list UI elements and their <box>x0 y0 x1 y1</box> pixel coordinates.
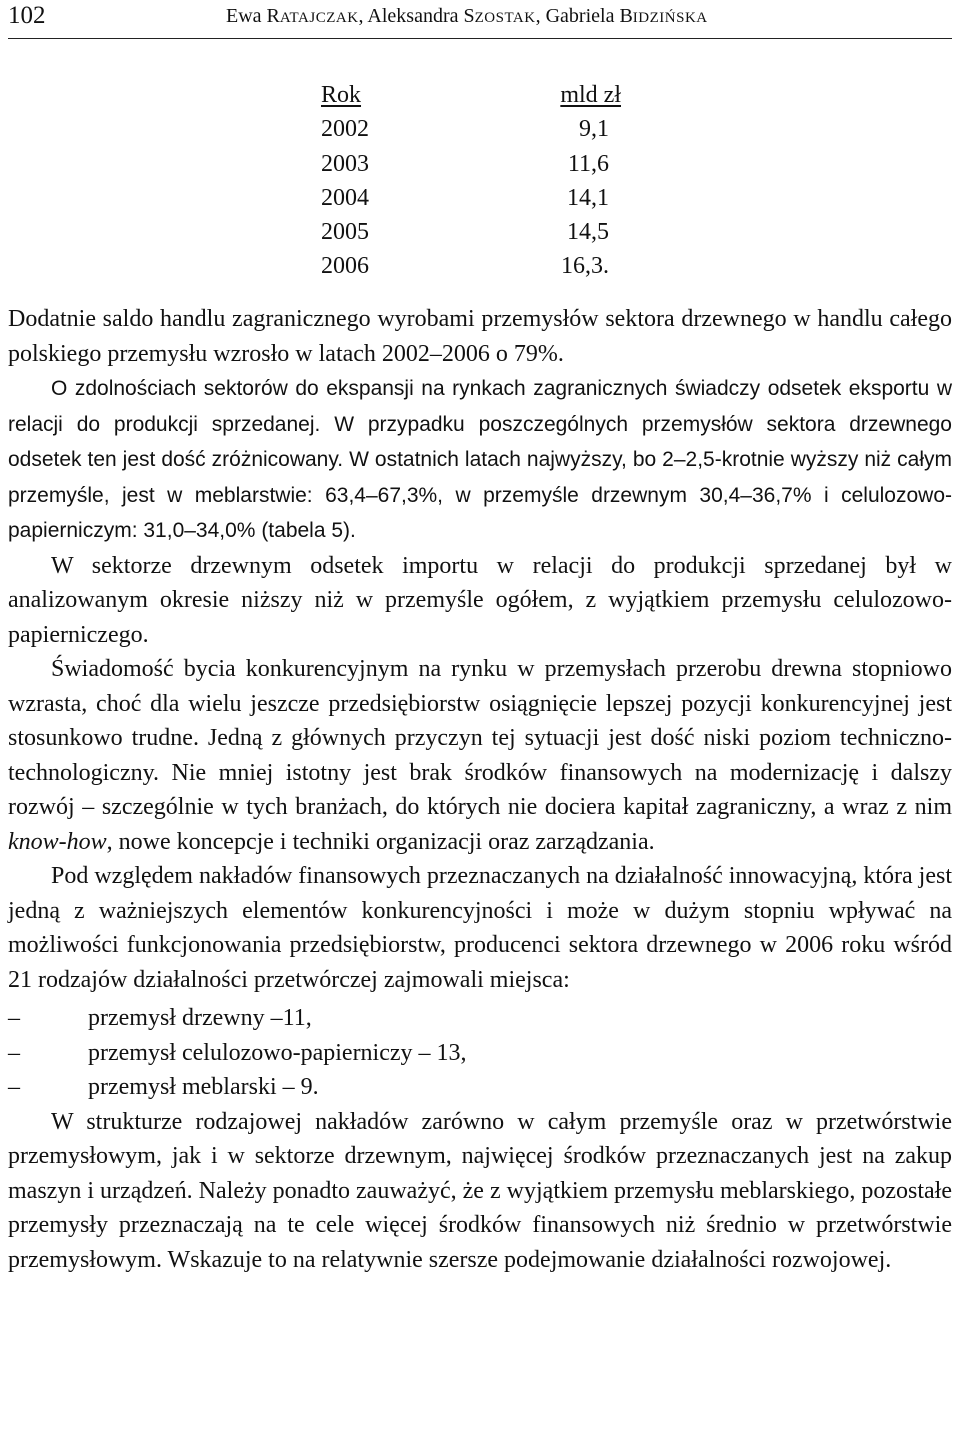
table-header-year: Rok <box>321 82 362 108</box>
table-cell-value: 9,1 <box>579 116 609 143</box>
table-row <box>321 217 631 251</box>
data-table <box>321 80 631 286</box>
author-text-part: ZOSTAK <box>474 10 536 26</box>
body-text <box>8 302 952 1277</box>
dash-bullet: – <box>8 1074 20 1100</box>
ranking-list <box>8 1001 952 1105</box>
table-cell-year: 2003 <box>321 150 369 177</box>
paragraph <box>8 302 952 371</box>
text-run: W sektorze drzewnym odsetek importu w relacji do produkcji sprzedanej był w analizowanym okresie niższy niż w przemyśle ogółem, z wyjątkiem przemysłu celulozowo-papierniczego. <box>8 552 952 648</box>
paragraph <box>8 371 952 549</box>
table-header-value: mld zł <box>560 82 621 108</box>
list-item <box>8 1070 952 1105</box>
list-item-text: przemysł drzewny –11, <box>88 1005 312 1031</box>
list-item-text: przemysł meblarski – 9. <box>88 1074 319 1100</box>
author-text-part: IDZIŃSKA <box>632 10 708 26</box>
table-header-row <box>321 80 631 114</box>
table-row <box>321 183 631 217</box>
paragraph <box>8 549 952 653</box>
authors-line <box>226 5 708 28</box>
text-run: Świadomość bycia konkurencyjnym na rynku w przemysłach przerobu drewna stopniowo wzrasta, choć dla wielu jeszcze przedsiębiorstw osiągnięcie lepszej pozycji konkurencyjnej jest stosunkowo trudne. Jedną z głównych przyczyn tej sytuacji jest dość niski poziom techniczno-technologiczny. Nie mniej istotny jest brak środków finansowych na modernizację i dalszy rozwój – szczególnie w tych branżach, do których nie dociera kapitał zagraniczny, a wraz z nim <box>8 656 952 820</box>
table-cell-value: 14,1 <box>567 184 609 211</box>
table-cell-year: 2002 <box>321 116 369 143</box>
dash-bullet: – <box>8 1039 20 1066</box>
italic-term: know-how <box>8 828 107 855</box>
author-text-part: ATAJCZAK <box>279 10 359 26</box>
table-row <box>321 149 631 183</box>
paragraph <box>8 652 952 859</box>
author-text-part: , Gabriela B <box>535 5 633 27</box>
table-row <box>321 251 631 285</box>
text-run: Pod względem nakładów finansowych przeznaczanych na działalność innowacyjną, która jest jedną z ważniejszych elementów konkurencyjności i może w dużym stopniu wpływać na możliwości funkcjonowania przedsiębiorstw, producenci sektora drzewnego w 2006 roku wśród 21 rodzajów działalności przetwórczej zajmowali miejsca: <box>8 863 952 993</box>
text-run: , nowe koncepcje i techniki organizacji oraz zarządzania. <box>106 828 655 855</box>
table-cell-value: 11,6 <box>567 150 609 177</box>
list-item-text: przemysł celulozowo-papierniczy – 13, <box>88 1039 467 1066</box>
table-cell-value: 14,5 <box>567 219 609 246</box>
table-cell-year: 2005 <box>321 219 369 246</box>
list-item <box>8 1001 952 1036</box>
table-row <box>321 114 631 148</box>
table-cell-year: 2004 <box>321 184 369 211</box>
table-cell-value: 16,3. <box>561 253 609 280</box>
paragraph: W strukturze rodzajowej nakładów zarówno w całym przemyśle oraz w przetwórstwie przemysłowym, jak i w sektorze drzewnym, najwięcej środków przeznaczanych jest na zakup maszyn i urządzeń. Należy ponadto zauważyć, że z wyjątkiem przemysłu meblarskiego, pozostałe przemysły przeznaczają na te cele więcej środków finansowych niż średnio w przetwórstwie przemysłowym. Wskazuje to na relatywnie szersze podejmowanie działalności rozwojowej. <box>8 1108 952 1273</box>
table-cell-year: 2006 <box>321 253 369 280</box>
paragraph <box>8 859 952 997</box>
author-text-part: Ewa R <box>226 5 280 27</box>
running-header <box>8 0 952 39</box>
author-text-part: , Aleksandra S <box>358 5 475 27</box>
list-item <box>8 1036 952 1071</box>
text-run: Dodatnie saldo handlu zagranicznego wyrobami przemysłów sektora drzewnego w handlu całego polskiego przemysłu wzrosło w latach 2002–2006 o 79%. <box>8 306 952 367</box>
dash-bullet: – <box>8 1005 20 1031</box>
page-number: 102 <box>8 2 46 29</box>
text-run: O zdolnościach sektorów do ekspansji na rynkach zagranicznych świadczy odsetek eksportu w relacji do produkcji sprzedanej. W przypadku poszczególnych przemysłów sektora drzewnego odsetek ten jest dość zróżnicowany. W ostatnich latach najwyższy, bo 2–2,5-krotnie wyższy niż całym przemyśle, jest w meblarstwie: 63,4–67,3%, w przemyśle drzewnym 30,4–36,7% i celulozowo-papierniczym: 31,0–34,0% (tabela 5). <box>8 377 952 542</box>
